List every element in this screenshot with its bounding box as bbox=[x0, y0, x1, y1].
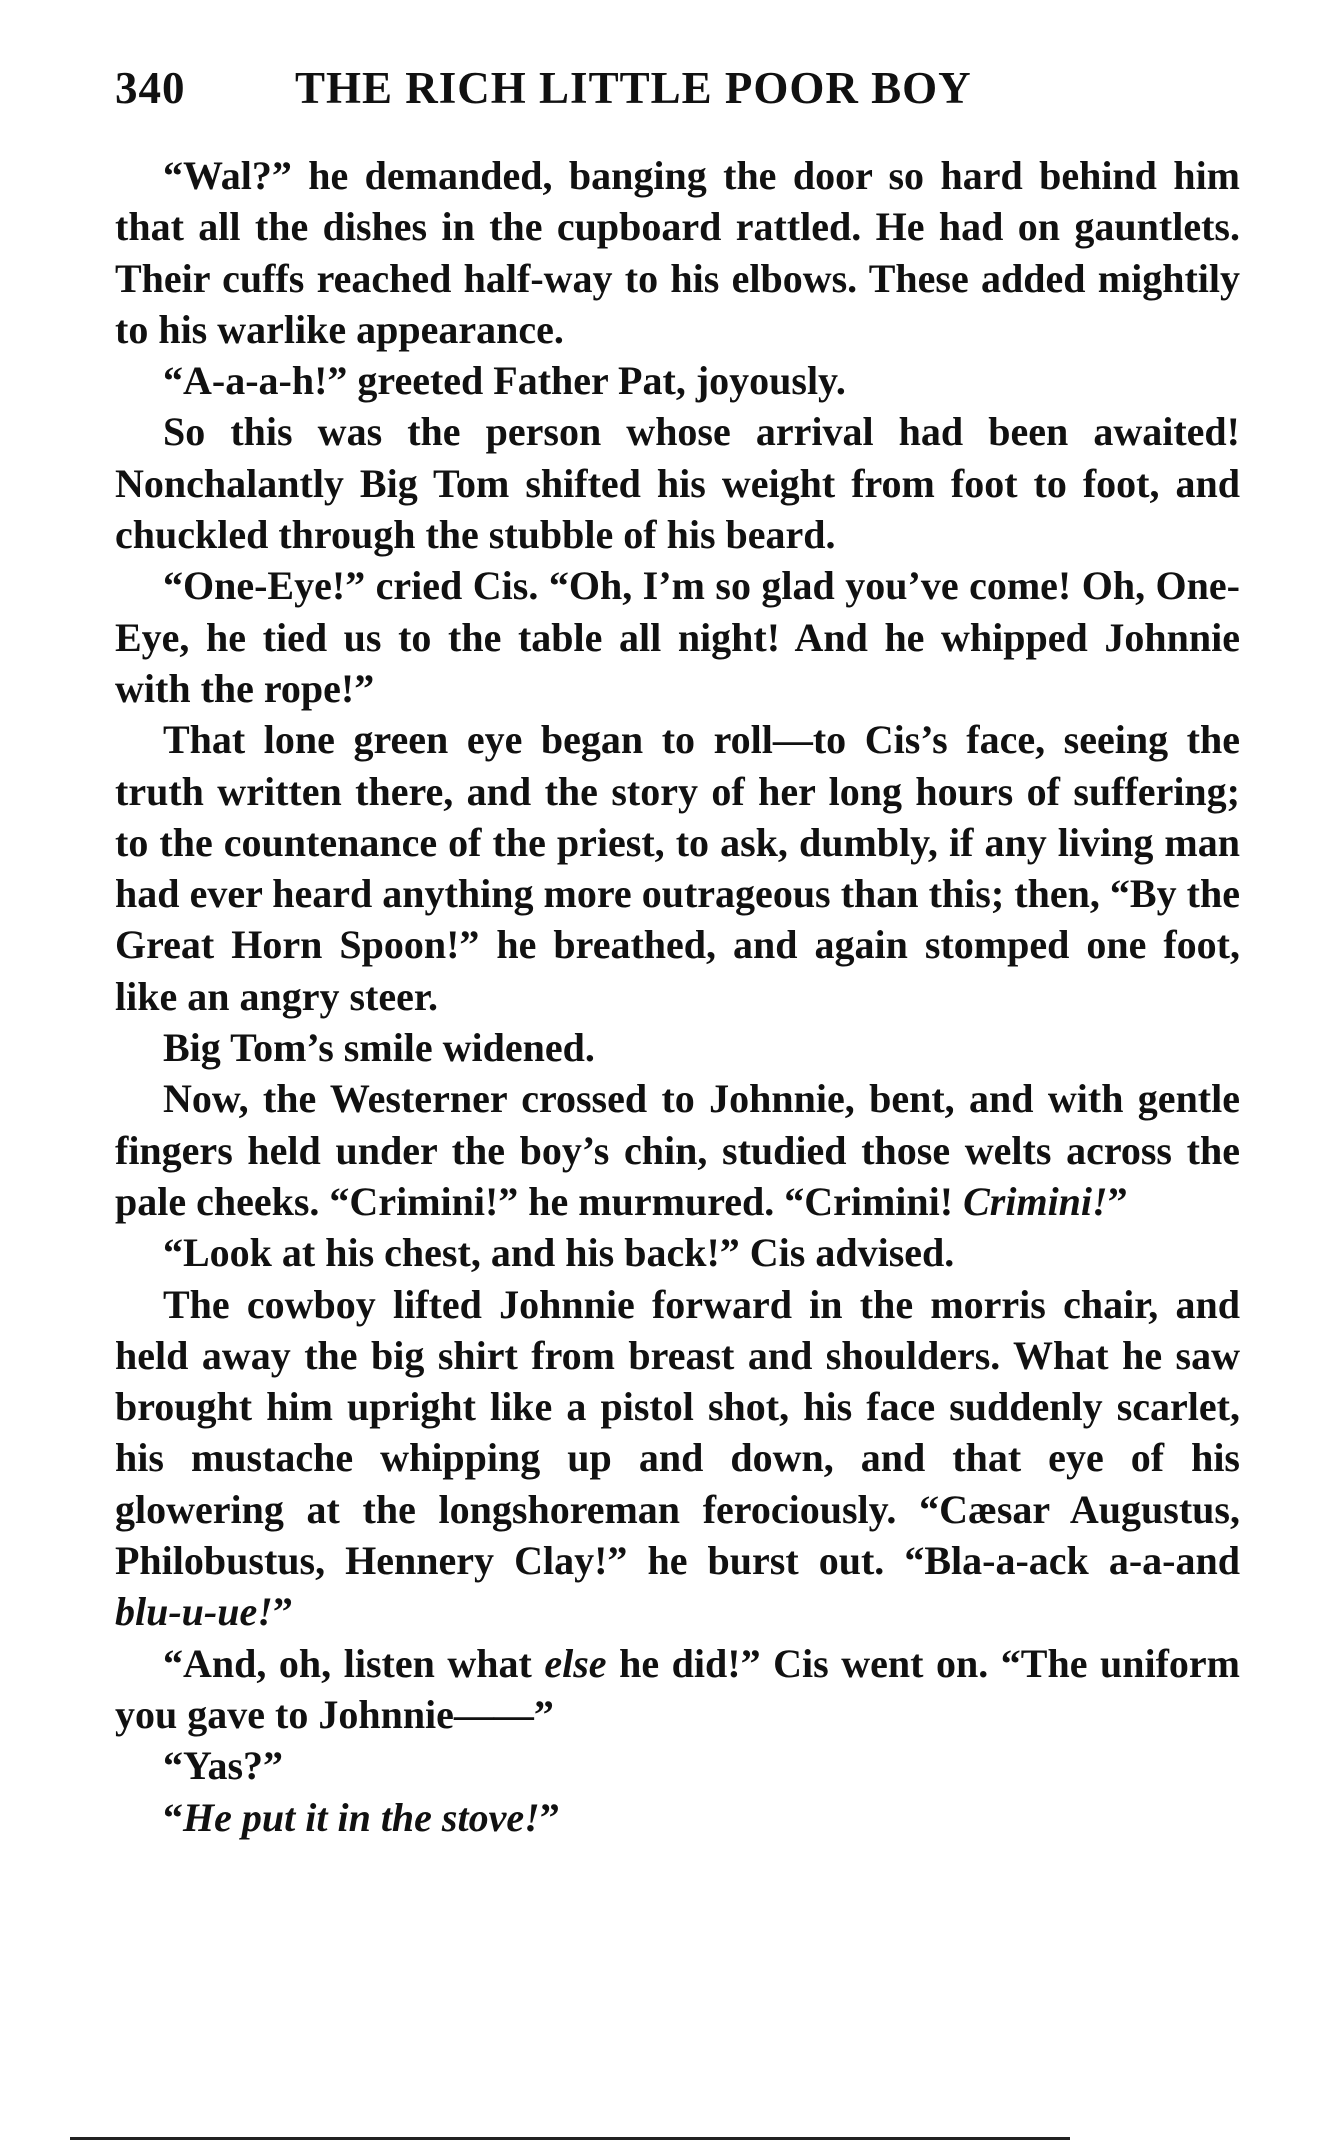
text-run: “Look at his chest, and his back!” Cis advised. bbox=[163, 1230, 955, 1276]
text-run: The cowboy lifted Johnnie forward in the morris chair, and held away the big shirt from breast and shoulders. What he saw brought him upright like a pistol shot, his face suddenly scarlet, his mustache whipping up and down, and that eye of his glowering at the longshoreman ferociously. “Cæsar Augustus, Philobustus, Hennery Clay!” he burst out. “Bla-a-ack a-a-and bbox=[115, 1281, 1240, 1584]
page-header bbox=[115, 62, 1240, 122]
text-run: “And, oh, listen what bbox=[163, 1640, 545, 1686]
text-run: ” bbox=[539, 1794, 560, 1840]
italic-text: Crimini! bbox=[963, 1178, 1108, 1224]
text-run: “Yas?” bbox=[163, 1743, 284, 1789]
body-text bbox=[115, 150, 1240, 1843]
italic-text: else bbox=[544, 1640, 607, 1686]
text-run: Big Tom’s smile widened. bbox=[163, 1025, 595, 1071]
text-run: “A-a-a-h!” greeted Father Pat, joyously. bbox=[163, 358, 846, 404]
paragraph bbox=[115, 1740, 1240, 1791]
text-run: “Wal?” he demanded, banging the door so hard behind him that all the dishes in the cupboard rattled. He had on gauntlets. Their cuffs reached half-way to his elbows. These added mightily to his warlike appearance. bbox=[115, 153, 1240, 352]
paragraph bbox=[115, 1638, 1240, 1741]
italic-text: blu-u-ue! bbox=[115, 1589, 273, 1635]
page-number: 340 bbox=[115, 63, 186, 113]
bottom-rule bbox=[70, 2137, 1070, 2140]
paragraph bbox=[115, 560, 1240, 714]
paragraph bbox=[115, 1022, 1240, 1073]
paragraph bbox=[115, 1227, 1240, 1278]
text-run: Now, the Westerner crossed to Johnnie, bent, and with gentle fingers held under the boy’s chin, studied those welts across the pale cheeks. “Crimini!” he murmured. “Crimini! bbox=[115, 1076, 1240, 1224]
text-run: he did!” Cis went on. “The uniform you gave to Johnnie——” bbox=[115, 1640, 1240, 1737]
text-run: “One-Eye!” cried Cis. “Oh, I’m so glad you’ve come! Oh, One-Eye, he tied us to the table all night! And he whipped Johnnie with the rope!” bbox=[115, 563, 1240, 711]
text-run: That lone green eye began to roll—to Cis’s face, seeing the truth written there, and the story of her long hours of suffering; to the countenance of the priest, to ask, dumbly, if any living man had ever heard anything more outrageous than this; then, “By the Great Horn Spoon!” he breathed, and again stomped one foot, like an angry steer. bbox=[115, 717, 1240, 1019]
italic-text: He put it in the stove! bbox=[183, 1794, 540, 1840]
text-run: “ bbox=[163, 1794, 183, 1840]
paragraph bbox=[115, 150, 1240, 355]
paragraph bbox=[115, 714, 1240, 1022]
running-title: THE RICH LITTLE POOR BOY bbox=[295, 63, 972, 113]
text-run: So this was the person whose arrival had been awaited! Nonchalantly Big Tom shifted his weight from foot to foot, and chuckled through the stubble of his beard. bbox=[115, 409, 1240, 558]
text-run: ” bbox=[272, 1589, 293, 1635]
paragraph bbox=[115, 355, 1240, 406]
paragraph bbox=[115, 1279, 1240, 1638]
text-run: ” bbox=[1107, 1178, 1128, 1224]
paragraph bbox=[115, 406, 1240, 560]
paragraph bbox=[115, 1792, 1240, 1843]
paragraph bbox=[115, 1073, 1240, 1227]
